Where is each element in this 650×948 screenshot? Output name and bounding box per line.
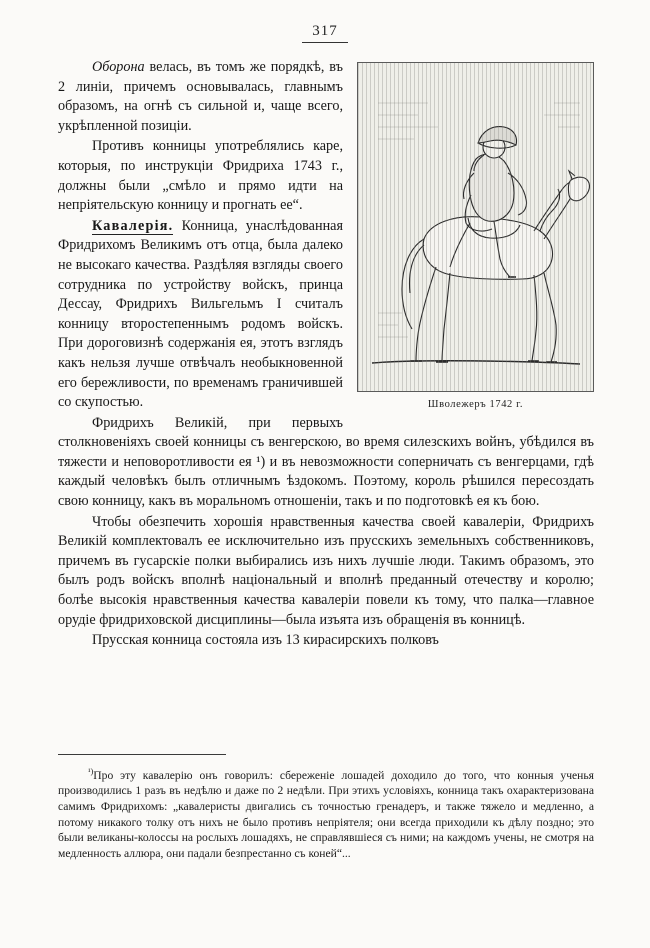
- figure: [357, 62, 594, 410]
- figure-caption: Шволежеръ 1742 г.: [427, 399, 524, 410]
- paragraph-1-text: велась, въ томъ же порядкѣ, въ 2 линіи, причемъ основывалась, главнымъ образомъ, на огнѣ съ сильной и, чаще всего, укрѣпленной позиціи.: [58, 59, 343, 134]
- page-content: [58, 58, 594, 652]
- engraving-hatching: [358, 63, 593, 391]
- page-number-container: [0, 22, 650, 43]
- paragraph-3-text: Конница, унаслѣдованная Фридрихомъ Великимъ отъ отца, была далеко не высокаго качества. Раздѣляя взгляды своего сотрудника по устройству войскъ, принца Дессау, Фридрихъ Вильгельмъ I считалъ конницу второстепеннымъ родомъ войскъ. При дороговизнѣ содержанія ея, этотъ взглядъ какъ нельзя лучше отвѣчалъ необыкновенной его бережливости, по временамъ граничившей со скупостью.: [58, 217, 343, 411]
- paragraph-6-text: Прусская конница состояла изъ 13 кирасирскихъ полковъ: [92, 632, 439, 649]
- page-number: 317: [302, 23, 348, 43]
- figure-image: [357, 62, 594, 392]
- paragraph-4: [58, 414, 594, 512]
- paragraph-6: [58, 631, 594, 651]
- paragraph-5-text: Чтобы обезпечить хорошія нравственныя качества своей кавалеріи, Фридрихъ Великій комплектовалъ ее исключительно изъ прусскихъ земельныхъ собственниковъ, причемъ въ гусарскіе полки выбирались изъ нихъ лучшіе люди. Такимъ образомъ, это былъ родъ войскъ вполнѣ національный и вполнѣ преданный отечеству и королю; болѣе высокія нравственныя качества кавалеріи повели къ тому, что палка—главное орудіе фридриховской дисциплины—была изъята изъ обращенія въ конницѣ.: [58, 513, 594, 628]
- footnote-divider: [58, 754, 226, 755]
- footnote: [58, 764, 594, 861]
- footnote-text: Про эту кавалерію онъ говорилъ: сбереженіе лошадей доходило до того, что конныя ученья производились 1 разъ въ недѣлю и даже по 2 недѣли. При этихъ условіяхъ, конница такъ охарактеризована самимъ Фридрихомъ: „кавалеристы двигались съ точностью гренадеръ, и также тяжело и медленно, а потому никакого толку отъ нихъ не было противъ непріятеля; они всегда приходили къ дѣлу поздно; это были великаны-колоссы на рослыхъ лошадяхъ, не справлявшіеся съ ними; на каждомъ учены, не смотря на медленность аллюра, они падали безпрестанно съ коней“...: [58, 768, 594, 860]
- paragraph-4-text: Фридрихъ Великій, при первыхъ столкновеніяхъ своей конницы съ венгерскою, во время силезскихъ войнъ, убѣдился въ тяжести и неповоротливости ея ¹) и въ невозможности соперничать съ венгерцами, гдѣ каждый человѣкъ былъ отличнымъ ѣздокомъ. Поэтому, король рѣшился пересоздать свою конницу, какъ въ моральномъ отношеніи, такъ и по подготовкѣ ея къ бою.: [58, 414, 594, 510]
- paragraph-1-lead: Оборона: [92, 59, 145, 75]
- paragraph-2-text: Противъ конницы употреблялись каре, которыя, по инструкціи Фридриха 1743 г., должны были „смѣло и прямо идти на непріятельскую конницу и прогнать ее“.: [58, 138, 343, 214]
- footnote-marker: ¹): [88, 767, 94, 776]
- cavalry-heading: Кавалерія.: [92, 217, 174, 234]
- paragraph-5: [58, 513, 594, 631]
